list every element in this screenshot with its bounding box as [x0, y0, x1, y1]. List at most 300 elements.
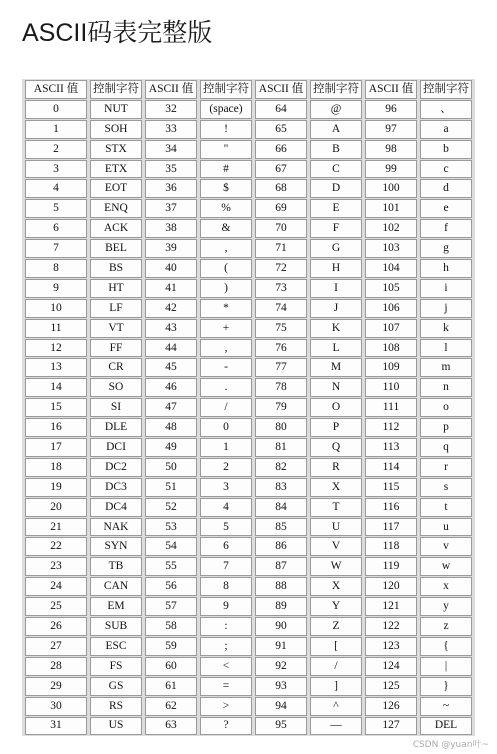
ascii-value-cell: 26 — [25, 617, 87, 636]
ascii-value-cell: 120 — [365, 577, 417, 596]
table-row — [25, 179, 472, 198]
control-char-cell: NUT — [90, 100, 142, 119]
ascii-value-cell: 35 — [145, 160, 197, 179]
control-char-cell: | — [420, 657, 472, 676]
ascii-value-cell: 17 — [25, 438, 87, 457]
ascii-value-cell: 39 — [145, 239, 197, 258]
control-char-cell: GS — [90, 677, 142, 696]
ascii-value-cell: 68 — [255, 179, 307, 198]
control-char-cell: DCI — [90, 438, 142, 457]
control-char-cell: 9 — [200, 597, 252, 616]
control-char-cell: > — [200, 697, 252, 716]
table-row — [25, 418, 472, 437]
ascii-value-cell: 79 — [255, 398, 307, 417]
control-char-cell: 0 — [200, 418, 252, 437]
control-char-cell: k — [420, 319, 472, 338]
ascii-value-cell: 95 — [255, 717, 307, 736]
control-char-cell: s — [420, 478, 472, 497]
control-char-cell: ESC — [90, 637, 142, 656]
control-char-cell: 6 — [200, 537, 252, 556]
ascii-value-cell: 45 — [145, 358, 197, 377]
ascii-value-cell: 15 — [25, 398, 87, 417]
control-char-cell: 3 — [200, 478, 252, 497]
table-row — [25, 478, 472, 497]
control-char-cell: g — [420, 239, 472, 258]
ascii-value-cell: 78 — [255, 378, 307, 397]
control-char-cell: B — [310, 140, 362, 159]
control-char-cell: DLE — [90, 418, 142, 437]
table-row — [25, 358, 472, 377]
control-char-cell: . — [200, 378, 252, 397]
header-control-char: 控制字符 — [310, 80, 362, 99]
ascii-value-cell: 7 — [25, 239, 87, 258]
control-char-cell: e — [420, 199, 472, 218]
control-char-cell: x — [420, 577, 472, 596]
ascii-value-cell: 117 — [365, 518, 417, 537]
ascii-value-cell: 126 — [365, 697, 417, 716]
control-char-cell: < — [200, 657, 252, 676]
control-char-cell: G — [310, 239, 362, 258]
control-char-cell: ( — [200, 259, 252, 278]
table-row — [25, 219, 472, 238]
table-row — [25, 378, 472, 397]
control-char-cell: r — [420, 458, 472, 477]
control-char-cell: n — [420, 378, 472, 397]
ascii-value-cell: 93 — [255, 677, 307, 696]
control-char-cell: % — [200, 199, 252, 218]
control-char-cell: — — [310, 717, 362, 736]
table-row — [25, 199, 472, 218]
control-char-cell: DC2 — [90, 458, 142, 477]
table-row — [25, 100, 472, 119]
control-char-cell: ] — [310, 677, 362, 696]
ascii-value-cell: 5 — [25, 199, 87, 218]
ascii-value-cell: 86 — [255, 537, 307, 556]
control-char-cell: ) — [200, 279, 252, 298]
ascii-value-cell: 38 — [145, 219, 197, 238]
control-char-cell: BEL — [90, 239, 142, 258]
ascii-value-cell: 27 — [25, 637, 87, 656]
control-char-cell: D — [310, 179, 362, 198]
control-char-cell: f — [420, 219, 472, 238]
control-char-cell: TB — [90, 557, 142, 576]
ascii-value-cell: 65 — [255, 120, 307, 139]
ascii-value-cell: 66 — [255, 140, 307, 159]
control-char-cell: ENQ — [90, 199, 142, 218]
control-char-cell: ACK — [90, 219, 142, 238]
control-char-cell: HT — [90, 279, 142, 298]
ascii-value-cell: 108 — [365, 339, 417, 358]
control-char-cell: CAN — [90, 577, 142, 596]
control-char-cell: VT — [90, 319, 142, 338]
control-char-cell: FS — [90, 657, 142, 676]
control-char-cell: h — [420, 259, 472, 278]
control-char-cell: X — [310, 577, 362, 596]
control-char-cell: l — [420, 339, 472, 358]
table-row — [25, 259, 472, 278]
ascii-value-cell: 116 — [365, 498, 417, 517]
control-char-cell: ^ — [310, 697, 362, 716]
table-row — [25, 637, 472, 656]
ascii-value-cell: 91 — [255, 637, 307, 656]
ascii-value-cell: 118 — [365, 537, 417, 556]
ascii-value-cell: 50 — [145, 458, 197, 477]
header-ascii-value: ASCII 值 — [25, 80, 87, 99]
ascii-value-cell: 96 — [365, 100, 417, 119]
control-char-cell: b — [420, 140, 472, 159]
control-char-cell: E — [310, 199, 362, 218]
control-char-cell: t — [420, 498, 472, 517]
ascii-value-cell: 87 — [255, 557, 307, 576]
control-char-cell: V — [310, 537, 362, 556]
ascii-value-cell: 74 — [255, 299, 307, 318]
table-row — [25, 717, 472, 736]
control-char-cell: N — [310, 378, 362, 397]
watermark: CSDN @yuan叶~ — [412, 740, 489, 750]
ascii-value-cell: 22 — [25, 537, 87, 556]
control-char-cell: ~ — [420, 697, 472, 716]
control-char-cell: o — [420, 398, 472, 417]
ascii-value-cell: 18 — [25, 458, 87, 477]
table-row — [25, 319, 472, 338]
ascii-value-cell: 114 — [365, 458, 417, 477]
ascii-value-cell: 57 — [145, 597, 197, 616]
ascii-value-cell: 48 — [145, 418, 197, 437]
control-char-cell: $ — [200, 179, 252, 198]
ascii-value-cell: 8 — [25, 259, 87, 278]
ascii-value-cell: 34 — [145, 140, 197, 159]
control-char-cell: SI — [90, 398, 142, 417]
ascii-table — [22, 79, 475, 736]
ascii-value-cell: 113 — [365, 438, 417, 457]
control-char-cell: DC4 — [90, 498, 142, 517]
ascii-value-cell: 0 — [25, 100, 87, 119]
ascii-value-cell: 106 — [365, 299, 417, 318]
control-char-cell: + — [200, 319, 252, 338]
control-char-cell: NAK — [90, 518, 142, 537]
ascii-value-cell: 111 — [365, 398, 417, 417]
table-row — [25, 120, 472, 139]
ascii-value-cell: 21 — [25, 518, 87, 537]
control-char-cell: SO — [90, 378, 142, 397]
ascii-value-cell: 9 — [25, 279, 87, 298]
control-char-cell: y — [420, 597, 472, 616]
ascii-value-cell: 107 — [365, 319, 417, 338]
table-row — [25, 617, 472, 636]
ascii-value-cell: 43 — [145, 319, 197, 338]
control-char-cell: W — [310, 557, 362, 576]
control-char-cell: } — [420, 677, 472, 696]
ascii-value-cell: 25 — [25, 597, 87, 616]
table-row — [25, 160, 472, 179]
table-row — [25, 339, 472, 358]
ascii-value-cell: 69 — [255, 199, 307, 218]
table-row — [25, 537, 472, 556]
ascii-value-cell: 99 — [365, 160, 417, 179]
control-char-cell: z — [420, 617, 472, 636]
control-char-cell: FF — [90, 339, 142, 358]
table-row — [25, 557, 472, 576]
ascii-value-cell: 62 — [145, 697, 197, 716]
ascii-value-cell: 88 — [255, 577, 307, 596]
ascii-value-cell: 61 — [145, 677, 197, 696]
table-row — [25, 140, 472, 159]
control-char-cell: DC3 — [90, 478, 142, 497]
control-char-cell: , — [200, 239, 252, 258]
control-char-cell: : — [200, 617, 252, 636]
control-char-cell: 1 — [200, 438, 252, 457]
ascii-value-cell: 92 — [255, 657, 307, 676]
control-char-cell: LF — [90, 299, 142, 318]
ascii-value-cell: 29 — [25, 677, 87, 696]
ascii-value-cell: 12 — [25, 339, 87, 358]
ascii-value-cell: 64 — [255, 100, 307, 119]
ascii-value-cell: 24 — [25, 577, 87, 596]
control-char-cell: X — [310, 478, 362, 497]
control-char-cell: SYN — [90, 537, 142, 556]
ascii-value-cell: 123 — [365, 637, 417, 656]
table-row — [25, 279, 472, 298]
control-char-cell: 8 — [200, 577, 252, 596]
ascii-value-cell: 10 — [25, 299, 87, 318]
ascii-value-cell: 84 — [255, 498, 307, 517]
header-ascii-value: ASCII 值 — [365, 80, 417, 99]
ascii-value-cell: 30 — [25, 697, 87, 716]
ascii-value-cell: 40 — [145, 259, 197, 278]
ascii-value-cell: 125 — [365, 677, 417, 696]
table-row — [25, 518, 472, 537]
control-char-cell: v — [420, 537, 472, 556]
table-body — [25, 100, 472, 736]
header-control-char: 控制字符 — [90, 80, 142, 99]
ascii-value-cell: 127 — [365, 717, 417, 736]
table-row — [25, 697, 472, 716]
ascii-value-cell: 119 — [365, 557, 417, 576]
control-char-cell: A — [310, 120, 362, 139]
ascii-value-cell: 56 — [145, 577, 197, 596]
ascii-value-cell: 109 — [365, 358, 417, 377]
header-control-char: 控制字符 — [200, 80, 252, 99]
control-char-cell: * — [200, 299, 252, 318]
control-char-cell: SUB — [90, 617, 142, 636]
control-char-cell: [ — [310, 637, 362, 656]
ascii-value-cell: 58 — [145, 617, 197, 636]
ascii-value-cell: 3 — [25, 160, 87, 179]
header-ascii-value: ASCII 值 — [145, 80, 197, 99]
ascii-value-cell: 2 — [25, 140, 87, 159]
table-row — [25, 299, 472, 318]
control-char-cell: " — [200, 140, 252, 159]
ascii-value-cell: 11 — [25, 319, 87, 338]
ascii-value-cell: 97 — [365, 120, 417, 139]
control-char-cell: j — [420, 299, 472, 318]
ascii-value-cell: 110 — [365, 378, 417, 397]
ascii-value-cell: 104 — [365, 259, 417, 278]
table-row — [25, 438, 472, 457]
ascii-value-cell: 42 — [145, 299, 197, 318]
ascii-value-cell: 94 — [255, 697, 307, 716]
ascii-value-cell: 101 — [365, 199, 417, 218]
control-char-cell: & — [200, 219, 252, 238]
ascii-value-cell: 19 — [25, 478, 87, 497]
control-char-cell: w — [420, 557, 472, 576]
control-char-cell: J — [310, 299, 362, 318]
control-char-cell: @ — [310, 100, 362, 119]
ascii-value-cell: 112 — [365, 418, 417, 437]
control-char-cell: u — [420, 518, 472, 537]
table-row — [25, 577, 472, 596]
table-row — [25, 239, 472, 258]
table-row — [25, 398, 472, 417]
ascii-value-cell: 81 — [255, 438, 307, 457]
control-char-cell: Y — [310, 597, 362, 616]
header-control-char: 控制字符 — [420, 80, 472, 99]
control-char-cell: Q — [310, 438, 362, 457]
ascii-value-cell: 76 — [255, 339, 307, 358]
ascii-value-cell: 63 — [145, 717, 197, 736]
ascii-value-cell: 54 — [145, 537, 197, 556]
control-char-cell: H — [310, 259, 362, 278]
ascii-value-cell: 59 — [145, 637, 197, 656]
control-char-cell: T — [310, 498, 362, 517]
control-char-cell: 7 — [200, 557, 252, 576]
ascii-value-cell: 90 — [255, 617, 307, 636]
ascii-value-cell: 33 — [145, 120, 197, 139]
control-char-cell: - — [200, 358, 252, 377]
ascii-value-cell: 75 — [255, 319, 307, 338]
control-char-cell: M — [310, 358, 362, 377]
control-char-cell: d — [420, 179, 472, 198]
control-char-cell: 、 — [420, 100, 472, 119]
control-char-cell: CR — [90, 358, 142, 377]
control-char-cell: EM — [90, 597, 142, 616]
ascii-value-cell: 16 — [25, 418, 87, 437]
control-char-cell: DEL — [420, 717, 472, 736]
ascii-value-cell: 51 — [145, 478, 197, 497]
ascii-value-cell: 121 — [365, 597, 417, 616]
ascii-value-cell: 49 — [145, 438, 197, 457]
control-char-cell: 2 — [200, 458, 252, 477]
ascii-value-cell: 37 — [145, 199, 197, 218]
control-char-cell: i — [420, 279, 472, 298]
ascii-value-cell: 36 — [145, 179, 197, 198]
control-char-cell: = — [200, 677, 252, 696]
ascii-value-cell: 83 — [255, 478, 307, 497]
ascii-value-cell: 89 — [255, 597, 307, 616]
ascii-value-cell: 70 — [255, 219, 307, 238]
control-char-cell: ETX — [90, 160, 142, 179]
ascii-value-cell: 52 — [145, 498, 197, 517]
ascii-value-cell: 44 — [145, 339, 197, 358]
ascii-value-cell: 80 — [255, 418, 307, 437]
ascii-value-cell: 53 — [145, 518, 197, 537]
ascii-value-cell: 100 — [365, 179, 417, 198]
control-char-cell: F — [310, 219, 362, 238]
control-char-cell: U — [310, 518, 362, 537]
control-char-cell: # — [200, 160, 252, 179]
ascii-value-cell: 1 — [25, 120, 87, 139]
control-char-cell: US — [90, 717, 142, 736]
control-char-cell: / — [200, 398, 252, 417]
control-char-cell: SOH — [90, 120, 142, 139]
control-char-cell: , — [200, 339, 252, 358]
header-ascii-value: ASCII 值 — [255, 80, 307, 99]
ascii-value-cell: 32 — [145, 100, 197, 119]
control-char-cell: K — [310, 319, 362, 338]
table-row — [25, 498, 472, 517]
ascii-value-cell: 4 — [25, 179, 87, 198]
table-row — [25, 657, 472, 676]
ascii-value-cell: 31 — [25, 717, 87, 736]
ascii-value-cell: 20 — [25, 498, 87, 517]
page-title: ASCII码表完整版 — [22, 19, 213, 47]
table-header-row — [25, 80, 472, 99]
ascii-value-cell: 47 — [145, 398, 197, 417]
ascii-value-cell: 85 — [255, 518, 307, 537]
control-char-cell: C — [310, 160, 362, 179]
control-char-cell: Z — [310, 617, 362, 636]
ascii-value-cell: 23 — [25, 557, 87, 576]
ascii-value-cell: 102 — [365, 219, 417, 238]
control-char-cell: { — [420, 637, 472, 656]
ascii-value-cell: 46 — [145, 378, 197, 397]
control-char-cell: L — [310, 339, 362, 358]
table-row — [25, 458, 472, 477]
control-char-cell: 5 — [200, 518, 252, 537]
control-char-cell: / — [310, 657, 362, 676]
control-char-cell: O — [310, 398, 362, 417]
ascii-value-cell: 105 — [365, 279, 417, 298]
control-char-cell: ! — [200, 120, 252, 139]
ascii-value-cell: 77 — [255, 358, 307, 377]
ascii-value-cell: 82 — [255, 458, 307, 477]
control-char-cell: q — [420, 438, 472, 457]
ascii-value-cell: 122 — [365, 617, 417, 636]
ascii-value-cell: 67 — [255, 160, 307, 179]
control-char-cell: ; — [200, 637, 252, 656]
ascii-value-cell: 14 — [25, 378, 87, 397]
control-char-cell: I — [310, 279, 362, 298]
control-char-cell: RS — [90, 697, 142, 716]
ascii-value-cell: 55 — [145, 557, 197, 576]
table-row — [25, 597, 472, 616]
ascii-value-cell: 71 — [255, 239, 307, 258]
control-char-cell: STX — [90, 140, 142, 159]
control-char-cell: R — [310, 458, 362, 477]
ascii-value-cell: 60 — [145, 657, 197, 676]
control-char-cell: c — [420, 160, 472, 179]
control-char-cell: BS — [90, 259, 142, 278]
control-char-cell: P — [310, 418, 362, 437]
control-char-cell: m — [420, 358, 472, 377]
ascii-value-cell: 72 — [255, 259, 307, 278]
ascii-value-cell: 115 — [365, 478, 417, 497]
table-row — [25, 677, 472, 696]
ascii-value-cell: 13 — [25, 358, 87, 377]
control-char-cell: a — [420, 120, 472, 139]
ascii-value-cell: 41 — [145, 279, 197, 298]
control-char-cell: 4 — [200, 498, 252, 517]
ascii-value-cell: 98 — [365, 140, 417, 159]
ascii-value-cell: 73 — [255, 279, 307, 298]
control-char-cell: p — [420, 418, 472, 437]
ascii-value-cell: 28 — [25, 657, 87, 676]
control-char-cell: ? — [200, 717, 252, 736]
control-char-cell: EOT — [90, 179, 142, 198]
control-char-cell: (space) — [200, 100, 252, 119]
ascii-value-cell: 6 — [25, 219, 87, 238]
ascii-value-cell: 124 — [365, 657, 417, 676]
